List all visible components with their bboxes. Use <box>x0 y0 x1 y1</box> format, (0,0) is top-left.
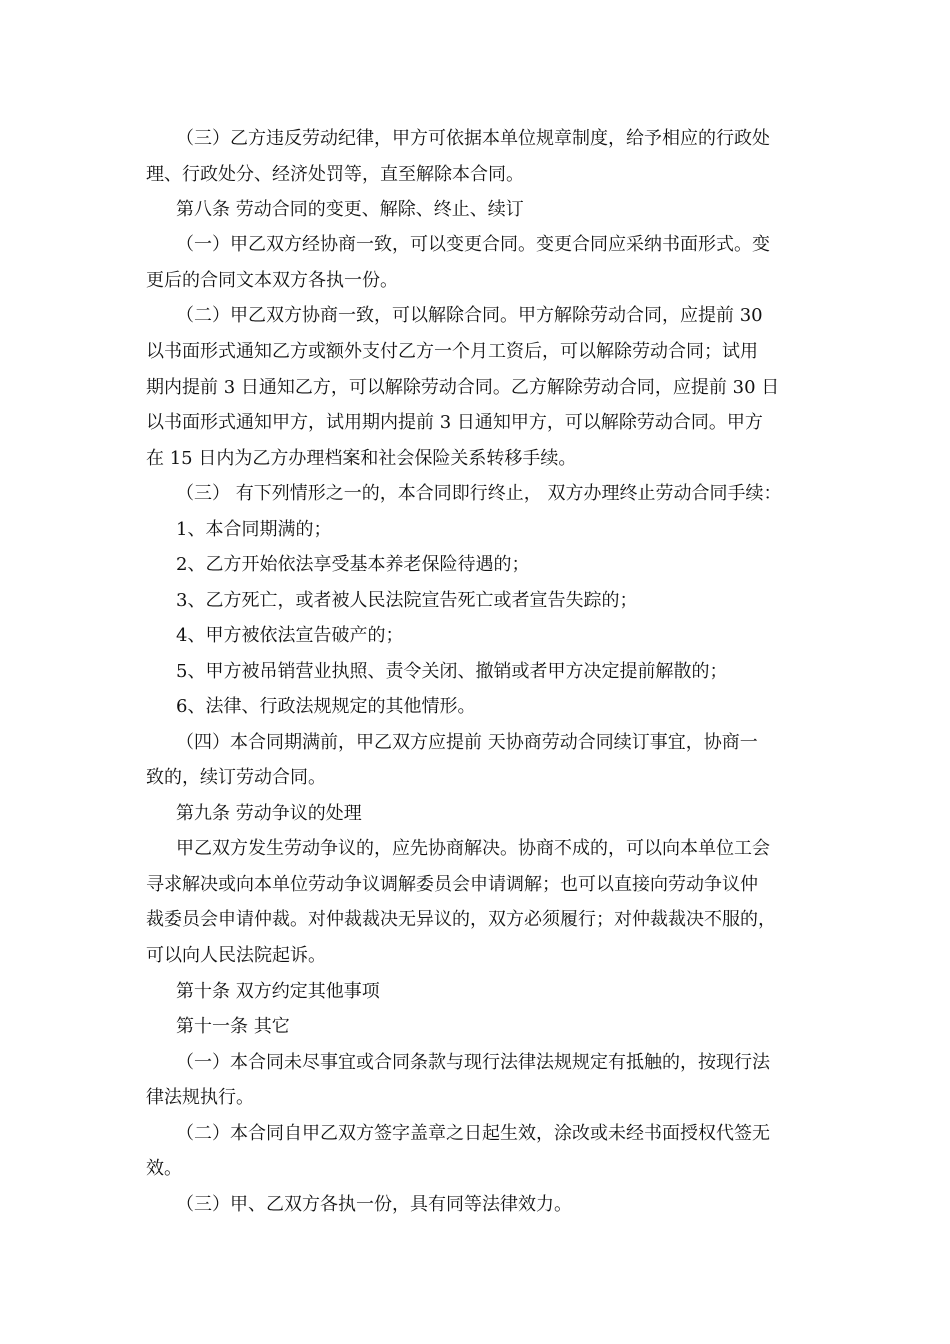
list-item: 5、甲方被吊销营业执照、责令关闭、撤销或者甲方决定提前解散的； <box>176 661 728 682</box>
text-line: 可以向人民法院起诉。 <box>146 945 326 966</box>
text-line: 寻求解决或向本单位劳动争议调解委员会申请调解；也可以直接向劳动争议仲 <box>146 874 758 895</box>
section-heading: 第十条 双方约定其他事项 <box>176 981 380 1002</box>
text-line: （一）本合同未尽事宜或合同条款与现行法律法规规定有抵触的，按现行法 <box>176 1052 770 1073</box>
list-item: 1、本合同期满的； <box>176 519 332 540</box>
text-line: （三）乙方违反劳动纪律，甲方可依据本单位规章制度，给予相应的行政处 <box>176 128 770 149</box>
list-item: 6、法律、行政法规规定的其他情形。 <box>176 696 476 717</box>
list-item: 3、乙方死亡，或者被人民法院宣告死亡或者宣告失踪的； <box>176 590 638 611</box>
section-heading: 第十一条 其它 <box>176 1016 290 1037</box>
section-heading: 第九条 劳动争议的处理 <box>176 803 362 824</box>
text-line: 更后的合同文本双方各执一份。 <box>146 270 398 291</box>
section-heading: 第八条 劳动合同的变更、解除、终止、续订 <box>176 199 524 220</box>
text-line: 期内提前 3 日通知乙方，可以解除劳动合同。乙方解除劳动合同，应提前 30 日 <box>146 377 780 398</box>
list-item: 4、甲方被依法宣告破产的； <box>176 625 404 646</box>
list-item: 2、乙方开始依法享受基本养老保险待遇的； <box>176 554 530 575</box>
text-line: 甲乙双方发生劳动争议的，应先协商解决。协商不成的，可以向本单位工会 <box>176 838 770 859</box>
text-line: 在 15 日内为乙方办理档案和社会保险关系转移手续。 <box>146 448 577 469</box>
text-line: 律法规执行。 <box>146 1087 254 1108</box>
text-line: （二）甲乙双方协商一致，可以解除合同。甲方解除劳动合同，应提前 30 <box>176 305 763 326</box>
text-line: （三）甲、乙双方各执一份，具有同等法律效力。 <box>176 1194 572 1215</box>
text-line: 致的，续订劳动合同。 <box>146 767 326 788</box>
text-line: 以书面形式通知乙方或额外支付乙方一个月工资后，可以解除劳动合同；试用 <box>146 341 758 362</box>
text-line: 以书面形式通知甲方，试用期内提前 3 日通知甲方，可以解除劳动合同。甲方 <box>146 412 763 433</box>
text-line: 理、行政处分、经济处罚等，直至解除本合同。 <box>146 164 524 185</box>
text-line: （二）本合同自甲乙双方签字盖章之日起生效，涂改或未经书面授权代签无 <box>176 1123 770 1144</box>
text-line: 效。 <box>146 1158 182 1179</box>
text-line: （四）本合同期满前，甲乙双方应提前 天协商劳动合同续订事宜，协商一 <box>176 732 758 753</box>
text-line: 裁委员会申请仲裁。对仲裁裁决无异议的，双方必须履行；对仲裁裁决不服的， <box>146 909 776 930</box>
text-line: （三） 有下列情形之一的，本合同即行终止， 双方办理终止劳动合同手续： <box>176 483 782 504</box>
text-line: （一）甲乙双方经协商一致，可以变更合同。变更合同应采纳书面形式。变 <box>176 234 770 255</box>
